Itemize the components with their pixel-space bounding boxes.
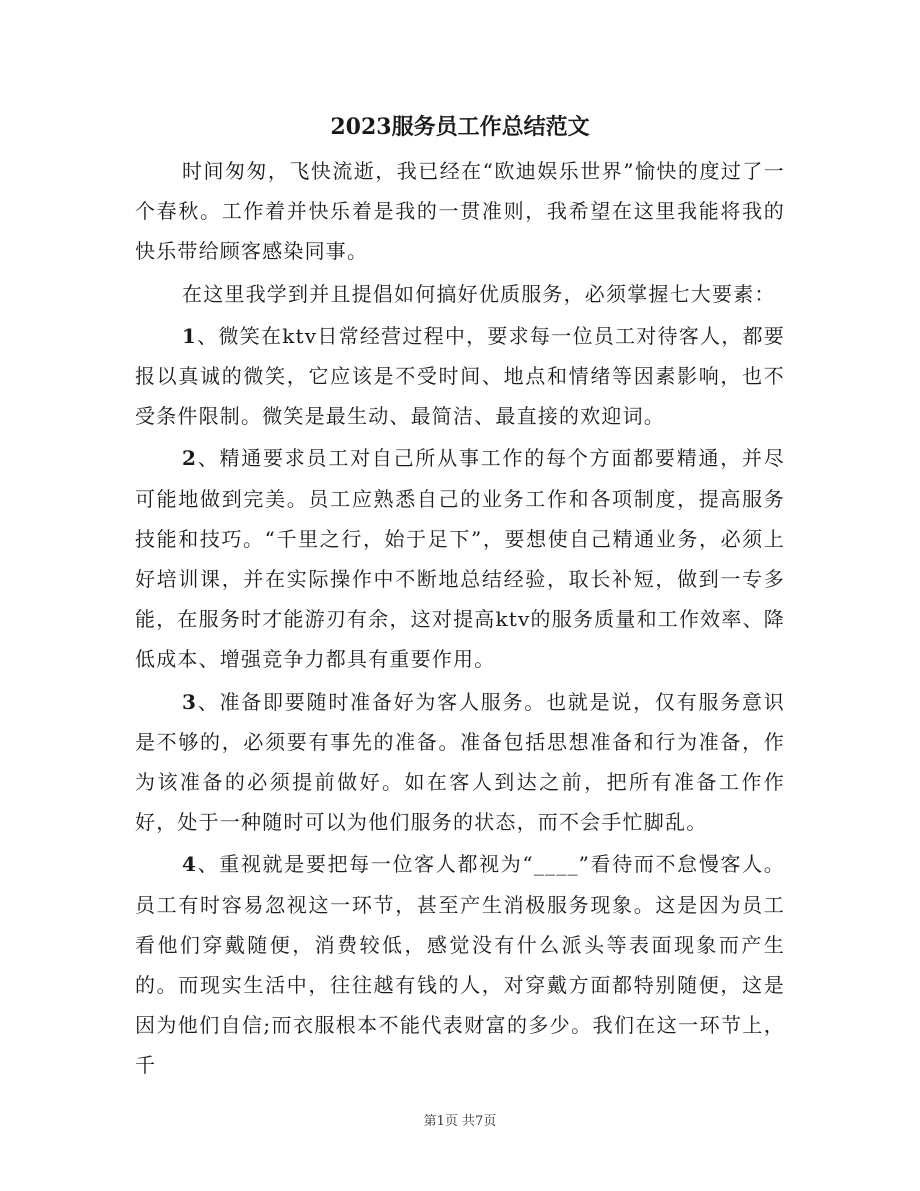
paragraph-item-1 [135,316,785,437]
paragraph-text: 、重视就是要把每一位客人都视为“____”看待而不怠慢客人。员工有时容易忽视这一环节，甚至产生消极服务现象。这是因为员工看他们穿戴随便，消费较低，感觉没有什么派头等表面现象而产生的。而现实生活中，往往越有钱的人，对穿戴方面都特别随便，这是因为他们自信;而衣服根本不能代表财富的多少。我们在这一环节上，千 [135,852,785,1078]
paragraph-item-2 [135,438,785,679]
paragraph-text: 、微笑在ktv日常经营过程中，要求每一位员工对待客人，都要报以真诚的微笑，它应该是不受时间、地点和情绪等因素影响，也不受条件限制。微笑是最生动、最简洁、最直接的欢迎词。 [135,323,785,429]
paragraph-intro [135,151,785,272]
paragraph-text: 、精通要求员工对自己所从事工作的每个方面都要精通，并尽可能地做到完美。员工应熟悉自己的业务工作和各项制度，提高服务技能和技巧。“千里之行，始于足下”，要想使自己精通业务，必须上好培训课，并在实际操作中不断地总结经验，取长补短，做到一专多能，在服务时才能游刃有余，这对提高ktv的服务质量和工作效率、降低成本、增强竞争力都具有重要作用。 [135,446,785,672]
paragraph-item-3 [135,682,785,843]
page-footer: 第1页 共7页 [423,1114,497,1129]
item-number: 4 [182,852,198,877]
item-number: 3 [182,689,198,714]
item-number: 2 [182,446,198,471]
paragraph-text: 、准备即要随时准备好为客人服务。也就是说，仅有服务意识是不够的，必须要有事先的准备。准备包括思想准备和行为准备，作为该准备的必须提前做好。如在客人到达之前，把所有准备工作作好，处于一种随时可以为他们服务的状态，而不会手忙脚乱。 [135,689,785,835]
paragraph-elements-intro [135,274,785,314]
document-title: 2023服务员工作总结范文 [330,114,590,140]
paragraph-item-4 [135,844,785,1085]
paragraph-text: 在这里我学到并且提倡如何搞好优质服务，必须掌握七大要素： [182,281,776,306]
document-body [135,151,785,1088]
paragraph-text: 时间匆匆，飞快流逝，我已经在“欧迪娱乐世界”愉快的度过了一个春秋。工作着并快乐着是我的一贯准则，我希望在这里我能将我的快乐带给顾客感染同事。 [135,159,785,264]
item-number: 1 [182,323,198,348]
